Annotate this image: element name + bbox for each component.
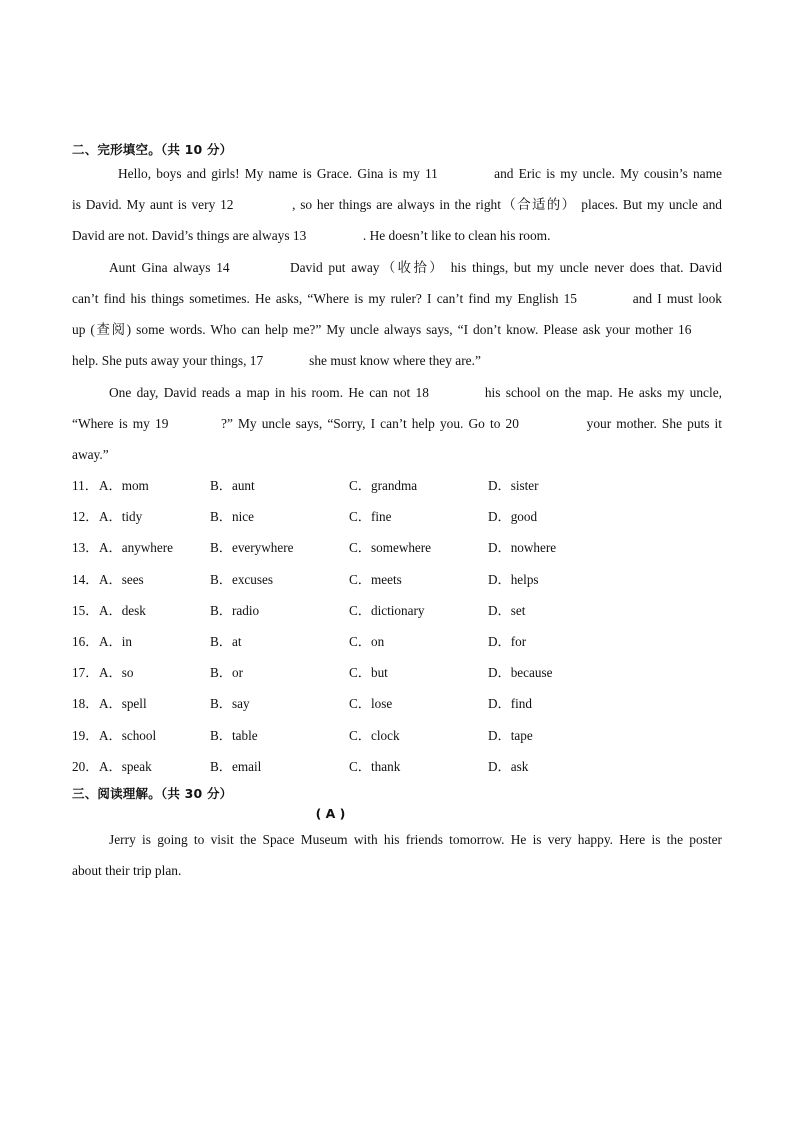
option-c: C．clock: [349, 727, 400, 743]
question-number: 20．: [72, 758, 99, 774]
passage-text: about their trip plan.: [72, 863, 182, 878]
question-number: 19．: [72, 727, 99, 743]
passage-text: . He doesn’t like to clean his room.: [362, 228, 551, 243]
option-row: [72, 695, 722, 713]
option-c: C．somewhere: [349, 540, 432, 556]
passage-line: [72, 384, 722, 402]
section-3-heading: 三、阅读理解。（共 30 分）: [72, 786, 233, 801]
option-a: A．school: [99, 727, 157, 743]
option-a: A．mom: [99, 478, 149, 493]
option-b: B．nice: [210, 509, 254, 525]
passage-text: your mother. She puts it: [581, 416, 722, 431]
option-row: [72, 727, 722, 745]
option-d: D．for: [488, 634, 527, 649]
option-c: C．lose: [349, 696, 393, 712]
option-d: D．tape: [488, 727, 533, 743]
question-number: 18．: [72, 696, 99, 712]
option-d: D．set: [488, 602, 526, 618]
question-number: 14．: [72, 571, 99, 587]
passage-text: away.”: [72, 447, 109, 462]
passage-text: can’t find his things sometimes. He asks, “Where is my ruler? I can’t find my English: [72, 291, 564, 306]
option-b: B．email: [210, 758, 262, 774]
option-c: C．but: [349, 665, 388, 681]
option-row: [72, 508, 722, 526]
passage-text: his school on the map. He asks my uncle,: [479, 385, 723, 400]
passage-text: ?” My uncle says, “Sorry, I can’t help you. Go to: [221, 416, 506, 431]
question-number: 16．: [72, 634, 99, 649]
option-d: D．find: [488, 696, 532, 712]
passage-line: [72, 831, 722, 849]
passage-line: [72, 352, 722, 370]
blank-15: 15: [563, 291, 577, 306]
blank-18: 18: [415, 385, 429, 400]
blank-13: 13: [292, 228, 307, 243]
passage-text: up (查阅) some words. Who can help me?” My uncle always says, “I don’t know. Please ask your mother: [72, 322, 678, 337]
option-row: [72, 633, 722, 651]
option-b: B．say: [210, 696, 250, 712]
passage-line: [72, 196, 722, 214]
option-b: B．at: [210, 634, 242, 649]
blank-20: 20: [505, 416, 519, 431]
option-row: [72, 758, 722, 776]
passage-text: Hello, boys and girls! My name is Grace. Gina is my: [118, 166, 425, 181]
question-number: 12．: [72, 509, 99, 525]
option-a: A．in: [99, 634, 132, 649]
question-number: 17．: [72, 665, 99, 681]
passage-text: “Where is my: [72, 416, 155, 431]
passage-line: [72, 446, 722, 464]
passage-line: [72, 290, 722, 308]
passage-text: she must know where they are.”: [305, 353, 481, 368]
passage-text: help. She puts away your things,: [72, 353, 250, 368]
blank-16: 16: [678, 322, 692, 337]
passage-line: [72, 321, 722, 339]
passage-text: and Eric is my uncle. My cousin’s name: [488, 166, 722, 181]
option-d: D．nowhere: [488, 540, 557, 556]
option-a: A．spell: [99, 696, 147, 712]
passage-line: [72, 165, 722, 183]
option-row: [72, 571, 722, 589]
option-a: A．desk: [99, 602, 146, 618]
option-row: [72, 602, 722, 620]
option-row: [72, 664, 722, 682]
option-a: A．speak: [99, 758, 152, 774]
passage-text: Aunt Gina always: [109, 260, 217, 275]
passage-text: is David. My aunt is very: [72, 197, 221, 212]
option-row: [72, 477, 722, 495]
option-a: A．so: [99, 665, 134, 681]
passage-text: , so her things are always in the right（合适的） places. But my uncle and: [292, 197, 722, 212]
option-b: B．table: [210, 727, 258, 743]
option-b: B．radio: [210, 602, 260, 618]
blank-12: 12: [220, 197, 234, 212]
option-b: B．or: [210, 665, 243, 681]
question-number: 11．: [72, 478, 98, 493]
option-c: C．meets: [349, 571, 402, 587]
option-a: A．anywhere: [99, 540, 173, 556]
option-d: D．because: [488, 665, 553, 681]
section-2-heading: 二、完形填空。（共 10 分）: [72, 142, 233, 157]
option-b: B．everywhere: [210, 540, 294, 556]
passage-line: [72, 227, 722, 245]
blank-19: 19: [155, 416, 169, 431]
option-b: B．aunt: [210, 478, 255, 493]
passage-text: One day, David reads a map in his room. He can not: [109, 385, 416, 400]
blank-14: 14: [216, 260, 230, 275]
question-number: 15．: [72, 602, 99, 618]
option-c: C．dictionary: [349, 602, 425, 618]
question-number: 13．: [72, 540, 99, 556]
option-c: C．thank: [349, 758, 401, 774]
option-d: D．good: [488, 509, 538, 525]
passage-line: [72, 259, 722, 277]
passage-text: Jerry is going to visit the Space Museum with his friends tomorrow. He is very happy. Here is the poster: [109, 832, 722, 847]
option-d: D．sister: [488, 478, 539, 493]
option-row: [72, 539, 722, 557]
option-c: C．on: [349, 634, 385, 649]
blank-11: 11: [424, 166, 438, 181]
option-c: C．grandma: [349, 478, 418, 493]
passage-text: David are not. David’s things are always: [72, 228, 293, 243]
passage-line: [72, 415, 722, 433]
passage-line: [72, 862, 722, 880]
option-a: A．sees: [99, 571, 144, 587]
option-b: B．excuses: [210, 571, 273, 587]
passage-a-title: ( A ): [315, 806, 346, 821]
option-d: D．ask: [488, 758, 529, 774]
option-d: D．helps: [488, 571, 539, 587]
passage-text: David put away（收拾） his things, but my uncle never does that. David: [284, 260, 722, 275]
passage-text: and I must look: [627, 291, 722, 306]
option-c: C．fine: [349, 509, 392, 525]
blank-17: 17: [249, 353, 264, 368]
option-a: A．tidy: [99, 509, 143, 525]
